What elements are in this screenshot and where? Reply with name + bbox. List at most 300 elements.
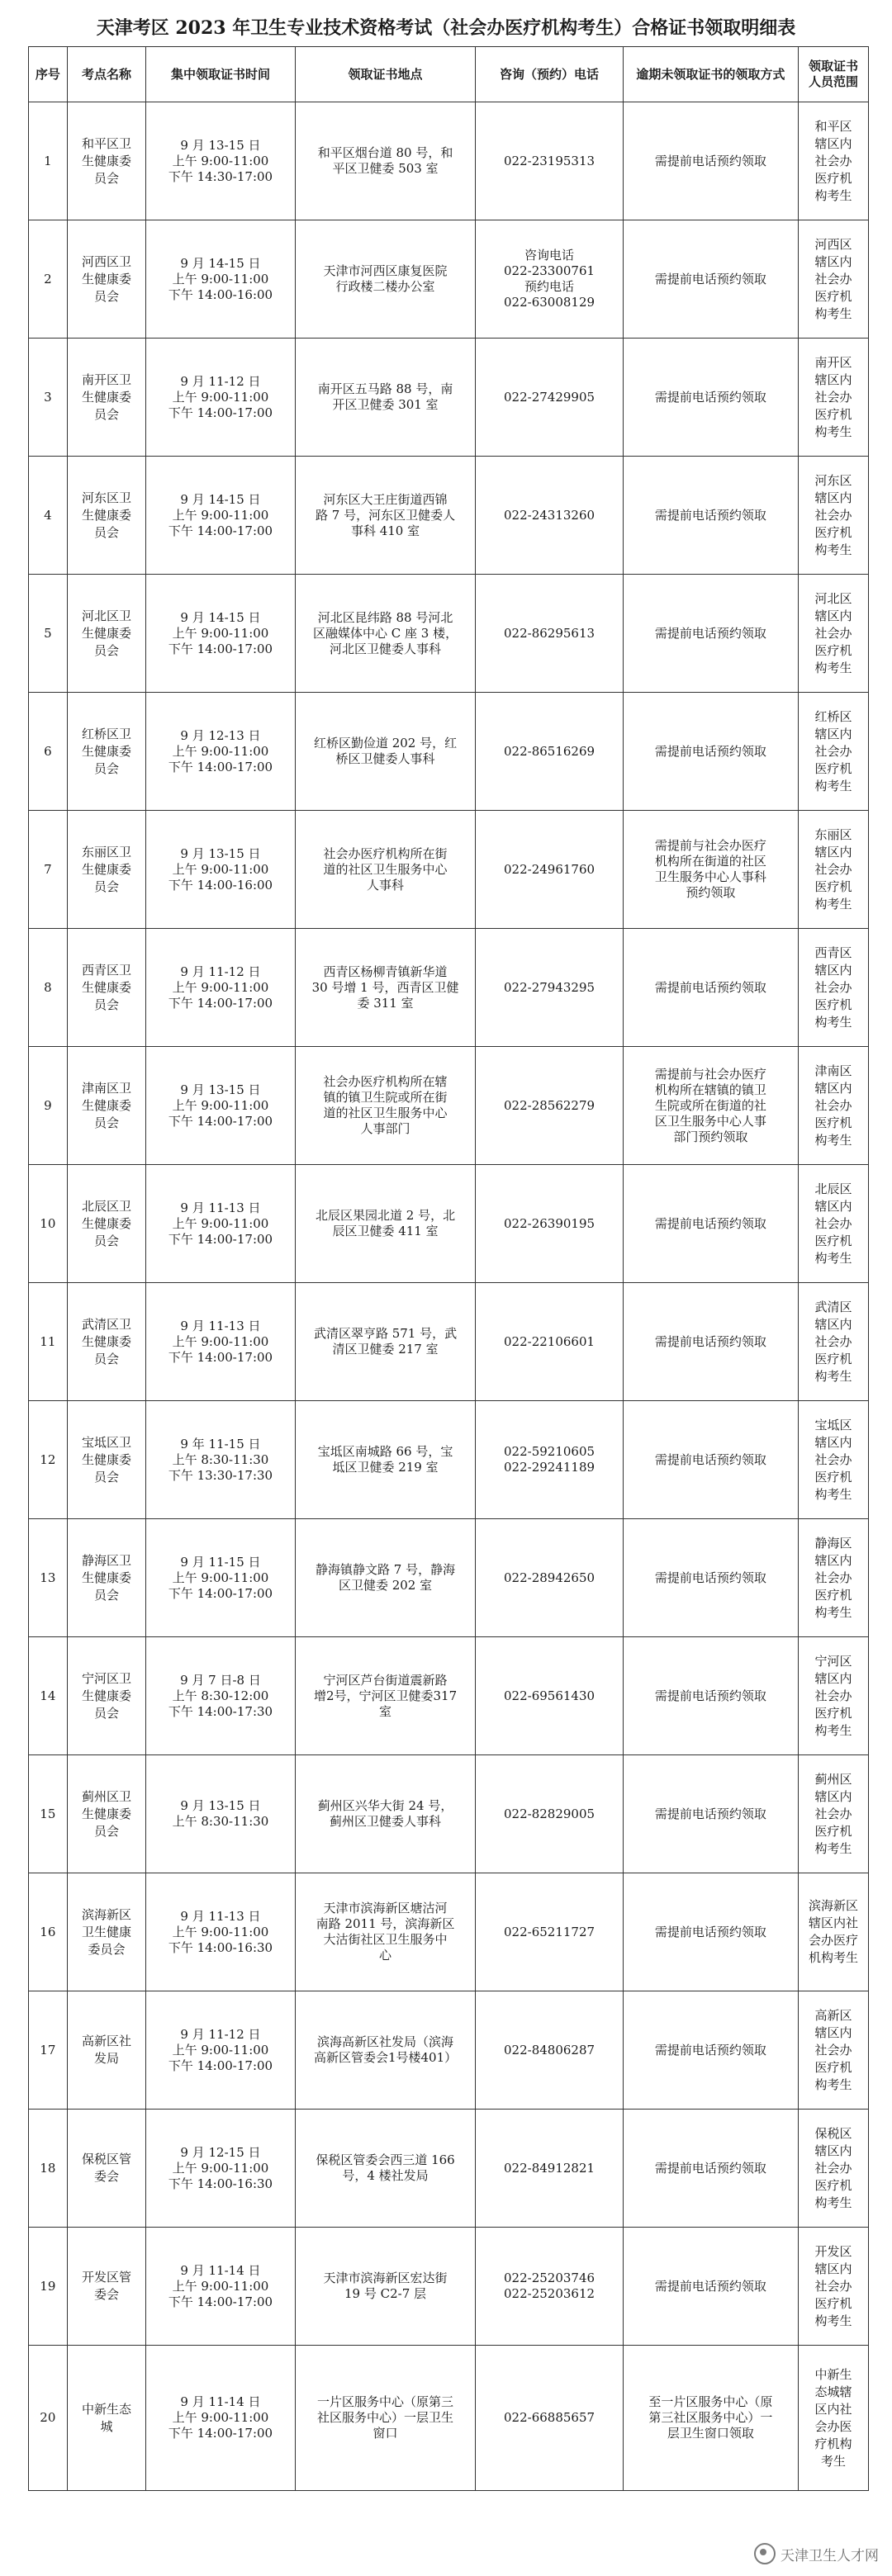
table-row [29,457,869,575]
cell-scope-line: 机构考生 [809,1950,859,1965]
cell-phone-line: 022-25203612 [504,2286,595,2301]
cell-phone [476,929,623,1047]
cell-scope-line: 辖区内 [814,2143,852,2158]
watermark [754,2543,879,2564]
cell-site-name [67,811,146,929]
cell-place-line: 区卫健委 202 室 [338,1578,433,1593]
cell-scope-line: 医疗机 [814,2295,852,2311]
cell-late-method-line: 需提前电话预约领取 [654,1570,766,1585]
cell-time-line: 下午 14:00-17:00 [168,995,273,1011]
cell-late-method-line: 需提前电话预约领取 [654,1451,766,1467]
cell-late-method-line: 需提前电话预约领取 [654,625,766,641]
header-late: 逾期未领取证书的领取方式 [623,47,798,102]
cell-scope [799,811,869,929]
cell-time-line: 下午 14:00-16:30 [168,2176,273,2191]
cell-late-method-line: 需提前电话预约领取 [654,1688,766,1703]
table-row [29,693,869,811]
cell-phone-line: 022-24961760 [504,861,595,877]
cell-time-line: 上午 8:30-11:30 [172,1814,269,1829]
cell-place-line: 北辰区果园北道 2 号，北 [315,1208,456,1223]
cell-scope-line: 构考生 [814,1132,852,1148]
cell-site-name-line: 生健康委 [81,1097,131,1113]
cell-late-method-line: 预约领取 [686,885,736,900]
cell-place [295,339,476,457]
cell-site-name-line: 生健康委 [81,1215,131,1231]
cell-site-name-line: 员会 [93,1115,119,1130]
table-row [29,2110,869,2228]
cell-time-line: 上午 9:00-11:00 [172,861,269,877]
table-row [29,1755,869,1873]
cell-scope-line: 社会办 [814,1806,852,1821]
cell-site-name-line: 生健康委 [81,271,131,286]
cell-place-line: 行政楼二楼办公室 [335,279,435,294]
table-body [29,102,869,2491]
cell-scope-line: 社会办 [814,153,852,168]
cell-site-name [67,339,146,457]
cell-time-line: 上午 9:00-11:00 [172,1570,269,1585]
cell-place-line: 社会办医疗机构所在辖 [323,1074,448,1089]
cell-site-name-line: 员会 [93,524,119,540]
cell-time [146,1755,295,1873]
cell-late-method [623,102,798,220]
cell-late-method [623,1401,798,1519]
cell-place-line: 区融媒体中心 C 座 3 楼， [312,625,458,641]
table-row [29,1637,869,1755]
cell-no: 16 [29,1873,68,1991]
cell-site-name-line: 武清区卫 [81,1316,131,1332]
cell-time-line: 下午 14:00-17:30 [168,1703,273,1719]
cell-site-name-line: 北辰区卫 [81,1198,131,1214]
cell-phone [476,1991,623,2110]
table-row [29,811,869,929]
cell-scope-line: 社会办 [814,271,852,286]
cell-phone [476,339,623,457]
cell-late-method [623,1873,798,1991]
cell-scope-line: 辖区内 [814,253,852,269]
cell-scope [799,1401,869,1519]
cell-place-line: 天津市河西区康复医院 [323,263,448,278]
cell-scope-line: 构考生 [814,424,852,439]
cell-scope-line: 社会办 [814,743,852,759]
cell-late-method [623,1165,798,1283]
cell-site-name-line: 生健康委 [81,1688,131,1703]
cell-scope-line: 高新区 [814,2007,852,2023]
cell-place-line: 和平区烟台道 80 号，和 [317,145,453,160]
cell-site-name [67,693,146,811]
cell-scope-line: 辖区内 [814,2261,852,2276]
cell-phone [476,457,623,575]
cell-site-name-line: 员会 [93,760,119,776]
cell-site-name-line: 委员会 [88,1941,126,1957]
cell-time [146,1519,295,1637]
cell-scope-line: 东丽区 [814,826,852,842]
cell-time-line: 9 月 13-15 日 [180,845,261,861]
cell-late-method-line: 需提前电话预约领取 [654,507,766,523]
cell-no: 12 [29,1401,68,1519]
cell-place-line: 蓟州区兴华大街 24 号， [317,1798,453,1813]
cell-late-method [623,1637,798,1755]
cell-place-line: 镇的镇卫生院或所在街 [323,1090,448,1105]
cell-scope-line: 社会办 [814,861,852,877]
cell-scope-line: 北辰区 [814,1181,852,1196]
cell-time-line: 9 月 11-14 日 [180,2394,261,2409]
cell-scope-line: 辖区内 [814,1434,852,1450]
table-row [29,929,869,1047]
cell-scope [799,1637,869,1755]
cell-scope-line: 构考生 [814,2076,852,2092]
cell-scope-line: 构考生 [814,542,852,557]
cell-place-line: 坻区卫健委 219 室 [332,1460,439,1475]
cell-time-line: 上午 9:00-11:00 [172,625,269,641]
cell-scope [799,575,869,693]
table-row [29,102,869,220]
cell-scope-line: 构考生 [814,1722,852,1738]
cell-site-name-line: 员会 [93,1823,119,1839]
cell-scope-line: 社会办 [814,389,852,405]
cell-place [295,1165,476,1283]
cell-phone [476,220,623,339]
cell-late-method [623,339,798,457]
cell-phone-line: 022-84806287 [504,2042,595,2057]
cell-late-method-line: 至一片区服务中心（原 [648,2394,773,2409]
cell-site-name-line: 生健康委 [81,507,131,523]
table-row [29,1519,869,1637]
cell-phone [476,2110,623,2228]
cell-no: 5 [29,575,68,693]
cell-time-line: 下午 14:00-17:00 [168,1113,273,1129]
cell-late-method [623,1283,798,1401]
cell-late-method-line: 需提前与社会办医疗 [654,838,766,853]
cell-phone-line: 022-28942650 [504,1570,595,1585]
cell-site-name-line: 保税区管 [81,2152,131,2166]
cell-scope [799,2228,869,2346]
cell-phone-line: 022-29241189 [504,1460,595,1475]
cell-time [146,1991,295,2110]
cell-site-name-line: 蓟州区卫 [81,1788,131,1804]
cell-time-line: 9 月 11-13 日 [180,1318,261,1333]
cell-scope-line: 医疗机 [814,1233,852,1248]
cell-scope-line: 社会办 [814,1097,852,1113]
cell-site-name [67,1637,146,1755]
cell-scope-line: 构考生 [814,778,852,793]
table-row [29,339,869,457]
cell-phone [476,1283,623,1401]
cell-place-line: 河北区卫健委人事科 [330,641,442,656]
cell-site-name-line: 员会 [93,406,119,422]
cell-site-name-line: 员会 [93,997,119,1012]
cell-time-line: 9 月 13-15 日 [180,137,261,153]
cell-site-name [67,1991,146,2110]
cell-time-line: 上午 9:00-11:00 [172,979,269,995]
cell-phone-line: 022-63008129 [504,295,595,310]
cell-place-line: 河东区大王庄街道西锦 [323,491,448,507]
cell-site-name-line: 红桥区卫 [81,726,131,741]
table-row [29,2228,869,2346]
cell-site-name-line: 开发区管 [81,2270,131,2285]
cell-scope-line: 宝坻区 [814,1417,852,1432]
cell-late-method-line: 区卫生服务中心人事 [654,1113,766,1129]
cell-scope-line: 构考生 [814,305,852,321]
cell-scope [799,1283,869,1401]
cell-place-line: 人事部门 [360,1121,410,1136]
cell-place-line: 高新区管委会1号楼401） [313,2050,458,2065]
cell-time [146,929,295,1047]
cell-place-line: 宁河区芦台街道震新路 [323,1672,448,1688]
cell-place-line: 清区卫健委 217 室 [332,1342,439,1357]
cell-scope-line: 医疗机 [814,1115,852,1130]
cell-no: 4 [29,457,68,575]
cell-scope [799,457,869,575]
cell-late-method-line: 卫生服务中心人事科 [654,869,766,884]
table-row [29,1165,869,1283]
cell-late-method-line: 需提前电话预约领取 [654,2278,766,2294]
cell-time [146,1047,295,1165]
cell-time [146,1637,295,1755]
cell-scope-line: 构考生 [814,1368,852,1384]
cell-site-name-line: 东丽区卫 [81,844,131,859]
cell-site-name-line: 员会 [93,170,119,186]
cell-time-line: 下午 14:00-16:00 [168,286,273,302]
cell-phone-line: 022-26390195 [504,1215,595,1231]
cell-time-line: 下午 14:00-16:30 [168,1939,273,1955]
cell-site-name-line: 滨海新区 [81,1906,131,1922]
cell-scope-line: 红桥区 [814,708,852,724]
cell-scope-line: 辖区内 [814,372,852,387]
cell-site-name-line: 员会 [93,1469,119,1485]
cell-phone [476,1873,623,1991]
cell-scope-line: 医疗机 [814,997,852,1012]
cell-scope-line: 社会办 [814,979,852,995]
cell-place-line: 人事科 [367,877,405,893]
cell-phone [476,102,623,220]
cell-time-line: 9 月 14-15 日 [180,609,261,625]
cell-site-name [67,575,146,693]
logo-icon [754,2543,776,2564]
table-row [29,1873,869,1991]
cell-time [146,1283,295,1401]
cell-site-name [67,1519,146,1637]
cell-late-method-line: 需提前电话预约领取 [654,1806,766,1821]
cell-phone-line: 022-84912821 [504,2160,595,2176]
cell-late-method-line: 需提前与社会办医疗 [654,1066,766,1082]
cell-time [146,1165,295,1283]
cell-place [295,457,476,575]
cell-time-line: 上午 9:00-11:00 [172,271,269,286]
cell-time-line: 上午 8:30-12:00 [172,1688,269,1703]
cell-time-line: 上午 9:00-11:00 [172,2160,269,2176]
cell-time [146,1401,295,1519]
cell-place [295,102,476,220]
cell-place [295,2346,476,2491]
cell-place [295,929,476,1047]
cell-no: 2 [29,220,68,339]
cell-place-line: 南开区五马路 88 号，南 [317,381,453,396]
cell-time-line: 下午 14:00-17:00 [168,2426,273,2441]
cell-time-line: 下午 13:30-17:30 [168,1467,273,1483]
cell-late-method-line: 机构所在辖镇的镇卫 [654,1082,766,1097]
cell-no: 11 [29,1283,68,1401]
cell-place [295,1401,476,1519]
cell-scope-line: 医疗机 [814,1587,852,1603]
cell-scope-line: 静海区 [814,1535,852,1551]
header-name: 考点名称 [67,47,146,102]
cell-scope-line: 河东区 [814,472,852,488]
cell-site-name-line: 生健康委 [81,743,131,759]
cell-late-method [623,220,798,339]
cell-scope-line: 医疗机 [814,1351,852,1366]
cell-place-line: 道的社区卫生服务中心 [323,861,448,877]
cell-late-method-line: 部门预约领取 [673,1129,748,1144]
cell-time-line: 9 月 14-15 日 [180,255,261,271]
cell-late-method-line: 需提前电话预约领取 [654,271,766,286]
cell-scope-line: 构考生 [814,2313,852,2328]
cell-place [295,1991,476,2110]
cell-place-line: 开区卫健委 301 室 [332,397,439,412]
cell-late-method-line: 需提前电话预约领取 [654,2042,766,2057]
cell-place [295,811,476,929]
cell-scope-line: 辖区内 [814,844,852,859]
cell-phone-line: 预约电话 [524,279,575,294]
cell-scope-line: 社会办 [814,2278,852,2294]
cell-scope-line: 中新生 [814,2366,852,2382]
cell-scope-line: 保税区 [814,2125,852,2141]
cell-scope-line: 武清区 [814,1299,852,1314]
cell-site-name-line: 员会 [93,642,119,658]
table-header-row [29,47,869,102]
cell-no: 3 [29,339,68,457]
cell-site-name-line: 卫生健康 [81,1924,131,1939]
cell-time-line: 上午 9:00-11:00 [172,507,269,523]
cell-scope-line: 会办医 [814,2418,852,2434]
cell-phone-line: 022-59210605 [504,1444,595,1459]
cell-place [295,2228,476,2346]
cell-time-line: 9 月 7 日-8 日 [180,1672,261,1688]
cell-late-method-line: 需提前电话预约领取 [654,1333,766,1349]
cell-no: 15 [29,1755,68,1873]
cell-place-line: 道的社区卫生服务中心 [323,1106,448,1120]
cell-place-line: 委 311 室 [357,995,414,1011]
cell-site-name [67,220,146,339]
cell-scope-line: 辖区内 [814,1198,852,1214]
cell-phone-line: 022-23195313 [504,153,595,168]
cell-phone-line: 022-27429905 [504,389,595,405]
cell-time-line: 下午 14:30-17:00 [168,168,273,184]
cell-scope [799,1519,869,1637]
cell-time-line: 上午 9:00-11:00 [172,389,269,405]
cell-site-name-line: 西青区卫 [81,962,131,978]
cell-place-line: 社会办医疗机构所在街 [323,845,448,861]
cell-site-name-line: 生健康委 [81,1806,131,1821]
cell-time-line: 9 月 11-13 日 [180,1908,261,1924]
cell-no: 19 [29,2228,68,2346]
cell-site-name-line: 员会 [93,288,119,304]
cell-scope [799,929,869,1047]
cell-no: 6 [29,693,68,811]
cell-scope-line: 蓟州区 [814,1771,852,1787]
cell-late-method-line: 需提前电话预约领取 [654,389,766,405]
cell-place-line: 19 号 C2-7 层 [344,2286,427,2301]
cell-phone-line: 022-66885657 [504,2410,595,2425]
cell-site-name-line: 员会 [93,1233,119,1248]
cell-site-name [67,1755,146,1873]
cell-site-name-line: 员会 [93,1705,119,1721]
page-title: 天津考区 2023 年卫生专业技术资格考试（社会办医疗机构考生）合格证书领取明细表 [96,17,796,39]
cell-phone [476,1047,623,1165]
cell-place-line: 保税区管委会西三道 166 [316,2152,455,2167]
cell-scope [799,693,869,811]
cell-time-line: 下午 14:00-17:00 [168,1349,273,1365]
cell-place [295,1519,476,1637]
cell-no: 8 [29,929,68,1047]
cell-scope [799,2110,869,2228]
cell-time-line: 9 月 12-13 日 [180,727,261,743]
cell-time [146,2346,295,2491]
cell-site-name-line: 生健康委 [81,153,131,168]
cell-scope-line: 医疗机 [814,760,852,776]
cell-scope-line: 构考生 [814,1840,852,1856]
cell-place-line: 增2号，宁河区卫健委317 [313,1688,458,1703]
cell-scope [799,1047,869,1165]
cell-phone-line: 022-69561430 [504,1688,595,1703]
cell-scope-line: 和平区 [814,118,852,134]
cell-no: 1 [29,102,68,220]
cell-scope-line: 辖区内 [814,1788,852,1804]
cell-time-line: 9 月 11-14 日 [180,2262,261,2278]
cell-phone-line: 022-25203746 [504,2271,595,2285]
cell-place-line: 平区卫健委 503 室 [332,161,439,176]
cell-scope-line: 辖区内 [814,608,852,623]
cell-scope-line: 医疗机 [814,1823,852,1839]
cell-site-name-line: 和平区卫 [81,135,131,151]
cell-scope-line: 社会办 [814,507,852,523]
table-row [29,1991,869,2110]
cell-place-line: 室 [379,1703,392,1719]
table-row [29,2346,869,2491]
table-row [29,1401,869,1519]
cell-scope-line: 辖区内社 [809,1915,859,1930]
cell-scope-line: 河西区 [814,236,852,252]
cell-time-line: 上午 9:00-11:00 [172,1924,269,1939]
cell-phone [476,2228,623,2346]
cell-scope-line: 构考生 [814,1486,852,1502]
cell-scope-line: 医疗机 [814,642,852,658]
cell-late-method-line: 需提前电话预约领取 [654,2160,766,2176]
table-row [29,575,869,693]
cell-scope-line: 态城辖 [814,2384,852,2399]
cell-phone [476,1165,623,1283]
cell-place [295,1873,476,1991]
header-scope: 领取证书人员范围 [799,47,869,102]
cell-late-method [623,811,798,929]
cell-site-name-line: 高新区社 [81,2034,131,2048]
cell-scope-line: 辖区内 [814,726,852,741]
cell-no: 14 [29,1637,68,1755]
cell-scope-line: 构考生 [814,1014,852,1030]
cell-place-line: 社区服务中心）一层卫生 [317,2410,454,2425]
cell-scope-line: 社会办 [814,1215,852,1231]
cell-late-method [623,2110,798,2228]
cell-phone-line: 022-86516269 [504,743,595,759]
cell-phone-line: 022-22106601 [504,1333,595,1349]
cell-site-name [67,1047,146,1165]
cell-place-line: 号，4 楼社发局 [342,2168,429,2183]
cell-scope-line: 构考生 [814,896,852,912]
cell-scope [799,102,869,220]
cell-site-name-line: 生健康委 [81,625,131,641]
cell-time-line: 9 月 11-13 日 [180,1200,261,1215]
cell-scope-line: 区内社 [814,2401,852,2417]
cell-site-name-line: 生健康委 [81,1451,131,1467]
